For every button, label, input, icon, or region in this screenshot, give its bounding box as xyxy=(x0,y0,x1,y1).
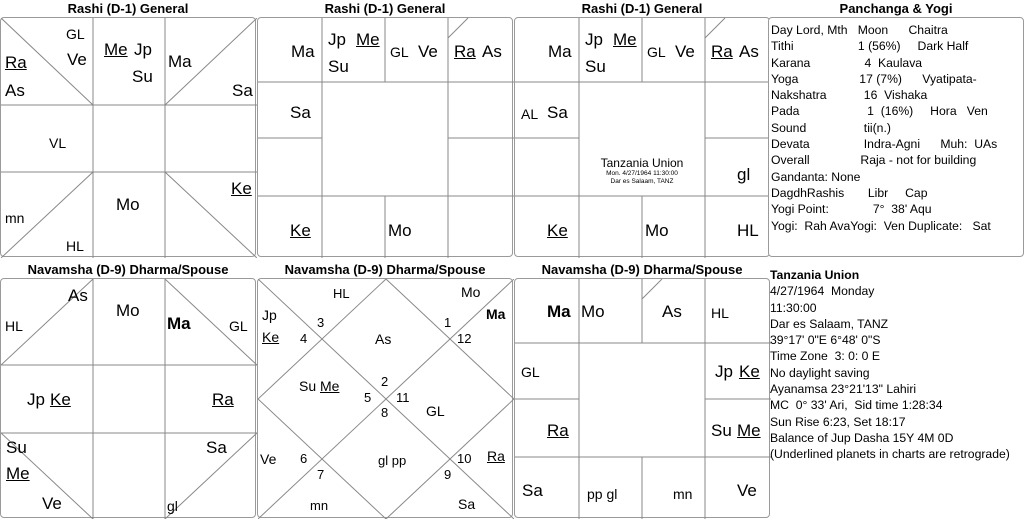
house-number-7: 7 xyxy=(317,467,325,482)
birth-info-row: MC 0° 33' Ari, Sid time 1:28:34 xyxy=(770,398,943,413)
planet-mo: Mo xyxy=(461,284,481,300)
planet-gl: GL xyxy=(66,26,85,42)
planet-su: Su xyxy=(711,421,732,440)
panchanga-row: Day Lord, Mth Moon Chaitra xyxy=(771,23,948,37)
chart-center-date: Mon. 4/27/1964 11:30:00 xyxy=(606,170,678,177)
planet-jp: Jp xyxy=(715,362,733,381)
birth-info-lines xyxy=(770,283,1022,462)
panchanga-row: Yogi Point: 7° 38' Aqu xyxy=(771,202,932,217)
planet-hl: HL xyxy=(711,305,729,321)
panchanga-row: Yogi: Rah AvaYogi: Ven Duplicate: Sat xyxy=(771,218,991,233)
planet-su: Su xyxy=(132,67,153,86)
planet-vl: VL xyxy=(49,135,67,151)
planet-mn: mn xyxy=(673,486,693,502)
panchanga-row: Karana 4 Kaulava xyxy=(771,55,923,70)
house-number-4: 4 xyxy=(300,331,308,346)
planet-ra-retrograde: Ra xyxy=(711,42,733,61)
planet-ve: Ve xyxy=(418,42,438,61)
rashi-chart-3-title: Rashi (D-1) General xyxy=(581,1,703,16)
planet-ra-retrograde: Ra xyxy=(212,390,234,409)
birth-info-row: Sun Rise 6:23, Set 18:17 xyxy=(770,414,906,429)
rashi-chart-1[interactable] xyxy=(0,17,256,257)
planet-ra-retrograde: Ra xyxy=(454,42,476,61)
planet-gl-pp: gl pp xyxy=(378,453,407,468)
planet-su: Su xyxy=(328,57,349,76)
birth-info-row: 11:30:00 xyxy=(770,300,817,315)
panchanga-row: Devata Indra-Agni Muh: UAs xyxy=(771,137,998,152)
birth-info-row: 4/27/1964 Monday xyxy=(770,284,875,299)
planet-gl: GL xyxy=(390,44,409,60)
panchanga-title: Panchanga & Yogi xyxy=(839,1,953,16)
house-number-5: 5 xyxy=(364,390,372,405)
planet-al: AL xyxy=(521,106,539,122)
planet-gl: GL xyxy=(647,44,666,60)
house-number-10: 10 xyxy=(457,451,472,466)
planet-mo: Mo xyxy=(581,302,605,321)
planet-jp: Jp xyxy=(328,30,346,49)
planet-mo: Mo xyxy=(116,195,140,214)
planet-ke-retrograde: Ke xyxy=(739,362,760,381)
planet-ke-retrograde: Ke xyxy=(547,221,568,240)
panchanga-row: Pada 1 (16%) Hora Ven xyxy=(771,104,988,119)
panchanga-row: Nakshatra 16 Vishaka xyxy=(771,88,928,103)
chart-center-name: Tanzania Union xyxy=(600,156,684,170)
planet-sa: Sa xyxy=(290,103,311,122)
planet-sa: Sa xyxy=(206,438,227,457)
planet-hl: HL xyxy=(66,238,84,254)
planet-ve: Ve xyxy=(260,451,277,467)
chart-center-place: Dar es Salaam, TANZ xyxy=(610,178,674,185)
planet-mn: mn xyxy=(5,210,25,226)
planet-as: As xyxy=(5,81,25,100)
planet-ke-retrograde: Ke xyxy=(50,390,71,409)
planet-ma: Ma xyxy=(168,52,192,71)
panchanga-row: Sound tii(n.) xyxy=(771,120,891,135)
planet-me-retrograde: Me xyxy=(613,30,637,49)
planet-sa: Sa xyxy=(458,496,476,512)
planet-mo: Mo xyxy=(645,221,669,240)
birth-info-row: (Underlined planets in charts are retrograde) xyxy=(770,447,1010,462)
planet-ve: Ve xyxy=(675,42,695,61)
planet-ma: Ma xyxy=(548,42,572,61)
panchanga-row: DagdhRashis Libr Cap xyxy=(771,185,928,200)
planet-as: As xyxy=(739,42,759,61)
birth-info-row: No daylight saving xyxy=(770,365,870,380)
planet-su: Su xyxy=(585,57,606,76)
planet-gl-lower: gl xyxy=(737,165,751,184)
panchanga-rows xyxy=(771,22,997,234)
planet-ma: Ma xyxy=(486,306,506,322)
house-number-2: 2 xyxy=(381,374,389,389)
birth-info-row: Dar es Salaam, TANZ xyxy=(770,316,889,331)
planet-hl: HL xyxy=(333,286,350,301)
panchanga-panel xyxy=(768,17,1024,257)
house-number-8: 8 xyxy=(381,405,389,420)
navamsha-chart-3-title: Navamsha (D-9) Dharma/Spouse xyxy=(541,262,743,277)
navamsha-chart-3[interactable] xyxy=(514,278,770,518)
house-number-6: 6 xyxy=(300,451,308,466)
birth-info-name: Tanzania Union xyxy=(770,268,860,282)
planet-me-retrograde: Me xyxy=(737,421,761,440)
rashi-chart-1-title: Rashi (D-1) General xyxy=(67,1,189,16)
planet-pp-gl: pp gl xyxy=(587,486,618,502)
rashi-chart-2-title: Rashi (D-1) General xyxy=(324,1,446,16)
planet-ma: Ma xyxy=(167,314,191,333)
planet-hl: HL xyxy=(737,221,759,240)
planet-su: Su xyxy=(299,378,317,394)
birth-info-row: Time Zone 3: 0: 0 E xyxy=(770,349,880,364)
planet-ke-retrograde: Ke xyxy=(262,329,280,345)
house-number-1: 1 xyxy=(444,315,452,330)
planet-ke-retrograde: Ke xyxy=(290,221,311,240)
panchanga-row: Tithi 1 (56%) Dark Half xyxy=(771,39,969,54)
planet-ve: Ve xyxy=(67,50,87,69)
planet-mo: Mo xyxy=(116,301,140,320)
planet-sa: Sa xyxy=(547,103,568,122)
navamsha-chart-2-diamond-grid xyxy=(258,279,514,519)
birth-info-row: 39°17' 0"E 6°48' 0"S xyxy=(770,333,881,348)
planet-su: Su xyxy=(6,438,27,457)
planet-sa: Sa xyxy=(522,481,543,500)
planet-jp: Jp xyxy=(134,40,152,59)
rashi-chart-1-grid xyxy=(1,18,257,258)
planet-ra-retrograde: Ra xyxy=(487,448,505,464)
planet-sa: Sa xyxy=(232,81,253,100)
planet-ra-retrograde: Ra xyxy=(547,421,569,440)
panchanga-row: Yoga 17 (7%) Vyatipata- xyxy=(771,71,977,86)
planet-gl: GL xyxy=(229,318,248,334)
planet-me-retrograde: Me xyxy=(6,464,30,483)
navamsha-chart-1[interactable] xyxy=(0,278,256,518)
planet-mo: Mo xyxy=(388,221,412,240)
birth-info-row: Ayanamsa 23°21'13" Lahiri xyxy=(770,382,917,397)
panchanga-row: Overall Raja - not for building xyxy=(771,153,977,168)
planet-ve: Ve xyxy=(42,494,62,513)
planet-me-retrograde: Me xyxy=(320,378,340,394)
house-number-11: 11 xyxy=(396,390,410,405)
planet-jp: Jp xyxy=(27,390,45,409)
navamsha-chart-1-title: Navamsha (D-9) Dharma/Spouse xyxy=(27,262,229,277)
navamsha-chart-2[interactable] xyxy=(257,278,513,518)
planet-as: As xyxy=(375,331,392,347)
planet-ve: Ve xyxy=(737,481,757,500)
house-number-3: 3 xyxy=(317,315,325,330)
planet-mn: mn xyxy=(310,498,329,513)
planet-as: As xyxy=(662,302,682,321)
planet-ma: Ma xyxy=(547,302,571,321)
chart-center-label xyxy=(579,156,705,186)
house-number-9: 9 xyxy=(444,467,452,482)
planet-gl: GL xyxy=(426,403,445,419)
planet-ra-retrograde: Ra xyxy=(5,53,27,72)
planet-jp: Jp xyxy=(262,307,277,323)
house-number-12: 12 xyxy=(457,331,472,346)
rashi-chart-2[interactable] xyxy=(257,17,513,257)
planet-as: As xyxy=(482,42,502,61)
planet-gl-lower: gl xyxy=(167,498,178,514)
planet-gl: GL xyxy=(521,364,540,380)
planet-ma: Ma xyxy=(291,42,315,61)
birth-info xyxy=(770,267,1022,463)
planet-jp: Jp xyxy=(585,30,603,49)
birth-info-row: Balance of Jup Dasha 15Y 4M 0D xyxy=(770,430,954,445)
planet-me-retrograde: Me xyxy=(104,40,128,59)
rashi-chart-3[interactable] xyxy=(514,17,770,257)
planet-hl: HL xyxy=(5,318,23,334)
planet-me-retrograde: Me xyxy=(356,30,380,49)
planet-ke-retrograde: Ke xyxy=(231,179,252,198)
planet-as: As xyxy=(68,286,88,305)
panchanga-row: Gandanta: None xyxy=(771,169,861,184)
navamsha-chart-2-title: Navamsha (D-9) Dharma/Spouse xyxy=(284,262,486,277)
